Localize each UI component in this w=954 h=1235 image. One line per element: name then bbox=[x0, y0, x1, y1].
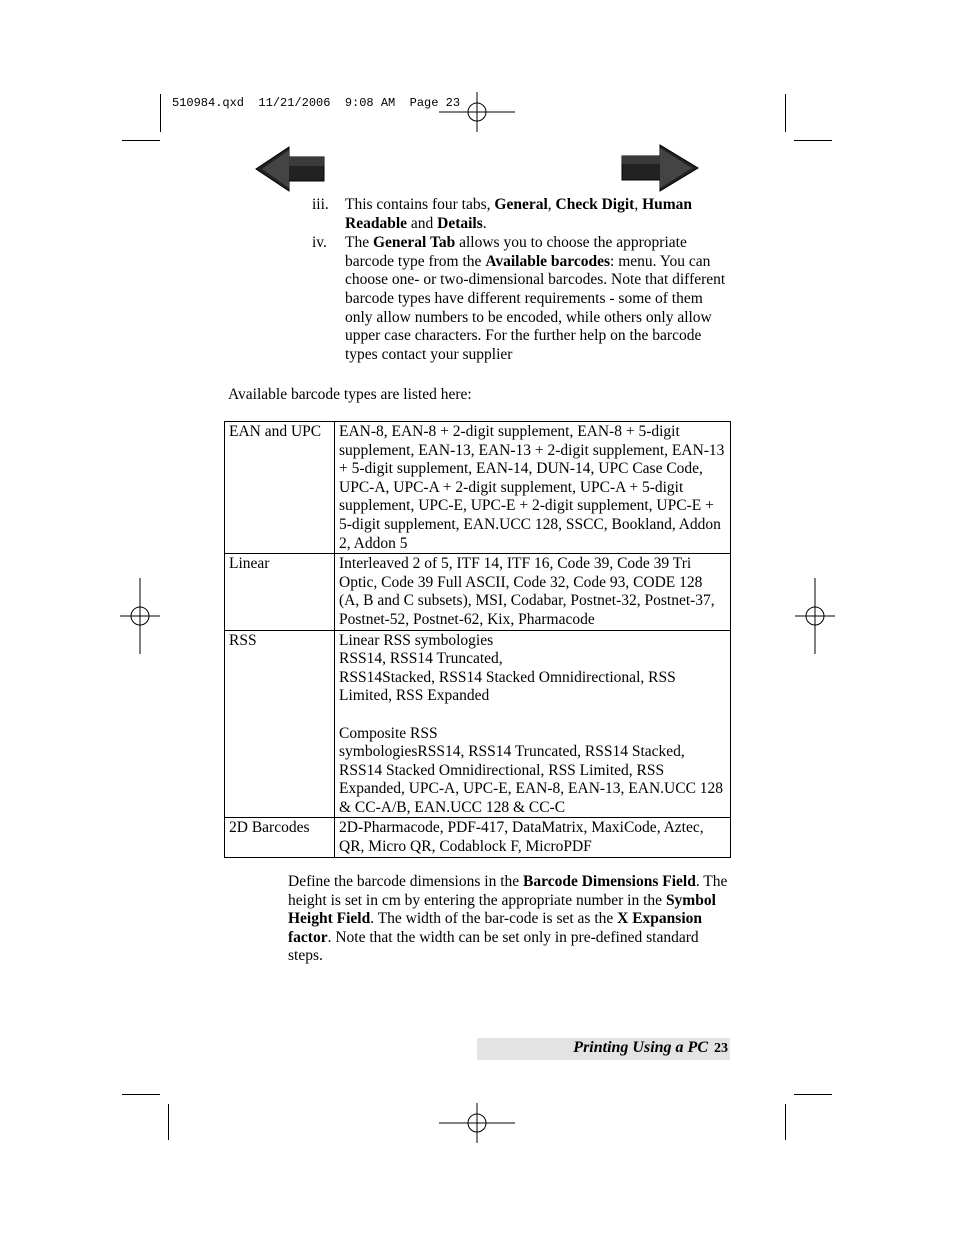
list-item-text bbox=[345, 196, 732, 233]
cell-text: Linear RSS symbologies bbox=[339, 631, 494, 649]
table-row bbox=[225, 818, 731, 857]
table-cell-category: 2D Barcodes bbox=[225, 818, 335, 857]
registration-mark-icon bbox=[102, 578, 178, 654]
list-item-text bbox=[345, 234, 732, 364]
cell-spacer bbox=[339, 706, 726, 725]
arrow-left-icon[interactable] bbox=[254, 146, 326, 192]
text-run-bold: General Tab bbox=[372, 234, 456, 252]
text-run: , bbox=[634, 196, 643, 213]
instruction-list bbox=[312, 196, 732, 364]
barcode-types-table bbox=[224, 421, 731, 858]
table-cell-category: Linear bbox=[225, 554, 335, 630]
text-run-bold: Details bbox=[437, 214, 483, 232]
table-cell-category: EAN and UPC bbox=[225, 422, 335, 554]
table-row bbox=[225, 422, 731, 554]
text-run: . Note that the width can be set only in pre-defined standard steps. bbox=[288, 928, 699, 965]
registration-mark-icon bbox=[439, 74, 515, 150]
text-run: The bbox=[345, 234, 373, 252]
table-cell-types bbox=[335, 818, 731, 857]
text-run: Define the barcode dimensions in the bbox=[288, 873, 524, 890]
text-run-bold: Symbol Height Field bbox=[288, 891, 716, 928]
text-run-bold: X Expansion factor bbox=[288, 910, 702, 946]
list-item bbox=[312, 234, 732, 364]
cell-text: Interleaved 2 of 5, ITF 14, ITF 16, Code 39, Code 39 Tri Optic, Code 39 Full ASCII, Code 32, Code 93, CODE 128 (A, B and C subsets), MSI, Codabar, Postnet-32, Postnet-37, Postnet-52, Postnet-62, Kix, Pharmacode bbox=[339, 555, 715, 628]
text-run-bold: Check Digit bbox=[555, 196, 635, 213]
list-item-number: iii. bbox=[312, 196, 329, 213]
registration-mark-icon bbox=[439, 1085, 515, 1161]
list-item bbox=[312, 196, 732, 233]
table-row bbox=[225, 554, 731, 630]
text-run-bold: General bbox=[494, 196, 548, 213]
cell-text: EAN-8, EAN-8 + 2-digit supplement, EAN-8 + 5-digit supplement, EAN-13, EAN-13 + 2-digit supplement, EAN-13 + 5-digit supplement, EAN-14, DUN-14, UPC Case Code, UPC-A, UPC-A + 2-digit supplement, UPC-A + 5-digit supplement, UPC-E, UPC-E + 2-digit supplement, UPC-E + 5-digit supplement, EAN.UCC 128, SSCC, Bookland, Addon 2, Addon 5 bbox=[339, 423, 725, 552]
text-run: allows you to choose the appropriate barcode type from the bbox=[345, 234, 687, 270]
table-intro: Available barcode types are listed here: bbox=[228, 386, 472, 403]
page-footer bbox=[573, 1039, 728, 1057]
cell-text: RSS14, RSS14 Truncated, bbox=[339, 650, 503, 668]
page-number: 23 bbox=[714, 1041, 728, 1056]
cell-text: Composite RSS bbox=[339, 724, 438, 742]
text-run-bold: Barcode Dimensions Field bbox=[523, 873, 696, 890]
text-run: and bbox=[407, 214, 438, 232]
table-cell-types bbox=[335, 630, 731, 818]
cell-text: symbologiesRSS14, RSS14 Truncated, RSS14 Stacked, RSS14 Stacked Omnidirectional, RSS Limited, RSS Expanded, UPC-A, UPC-E, EAN-8, EAN-13, EAN.UCC 128 & CC-A/B, EAN.UCC 128 & CC-C bbox=[339, 743, 724, 816]
dimensions-paragraph bbox=[288, 873, 728, 966]
text-run: . bbox=[482, 214, 487, 232]
cell-text: 2D-Pharmacode, PDF-417, DataMatrix, MaxiCode, Aztec, QR, Micro QR, Codablock F, MicroPDF bbox=[339, 819, 704, 856]
table-row bbox=[225, 630, 731, 818]
print-slug: 510984.qxd 11/21/2006 9:08 AM Page 23 bbox=[172, 96, 461, 110]
footer-title: Printing Using a PC bbox=[573, 1039, 708, 1056]
text-run-bold: Available barcodes bbox=[485, 252, 611, 270]
text-run: : menu. You can choose one- or two-dimensional barcodes. Note that different barcode types have different requirements - some of them only allow numbers to be encoded, while others only allow upper case characters. For the further help on the barcode types contact your supplier bbox=[345, 252, 726, 363]
registration-mark-icon bbox=[777, 578, 853, 654]
list-item-number: iv. bbox=[312, 234, 327, 252]
text-run-bold: Human Readable bbox=[345, 196, 693, 232]
text-run: . The width of the bar-code is set as the bbox=[370, 910, 618, 928]
text-run: , bbox=[547, 196, 556, 213]
cell-text: RSS14Stacked, RSS14 Stacked Omnidirectional, RSS Limited, RSS Expanded bbox=[339, 668, 676, 705]
table-cell-types bbox=[335, 422, 731, 554]
table-cell-types bbox=[335, 554, 731, 630]
text-run: This contains four tabs, bbox=[345, 196, 495, 213]
arrow-right-icon[interactable] bbox=[620, 144, 700, 192]
text-run: . The height is set in cm by entering the appropriate number in the bbox=[288, 873, 728, 909]
table-cell-category: RSS bbox=[225, 630, 335, 818]
